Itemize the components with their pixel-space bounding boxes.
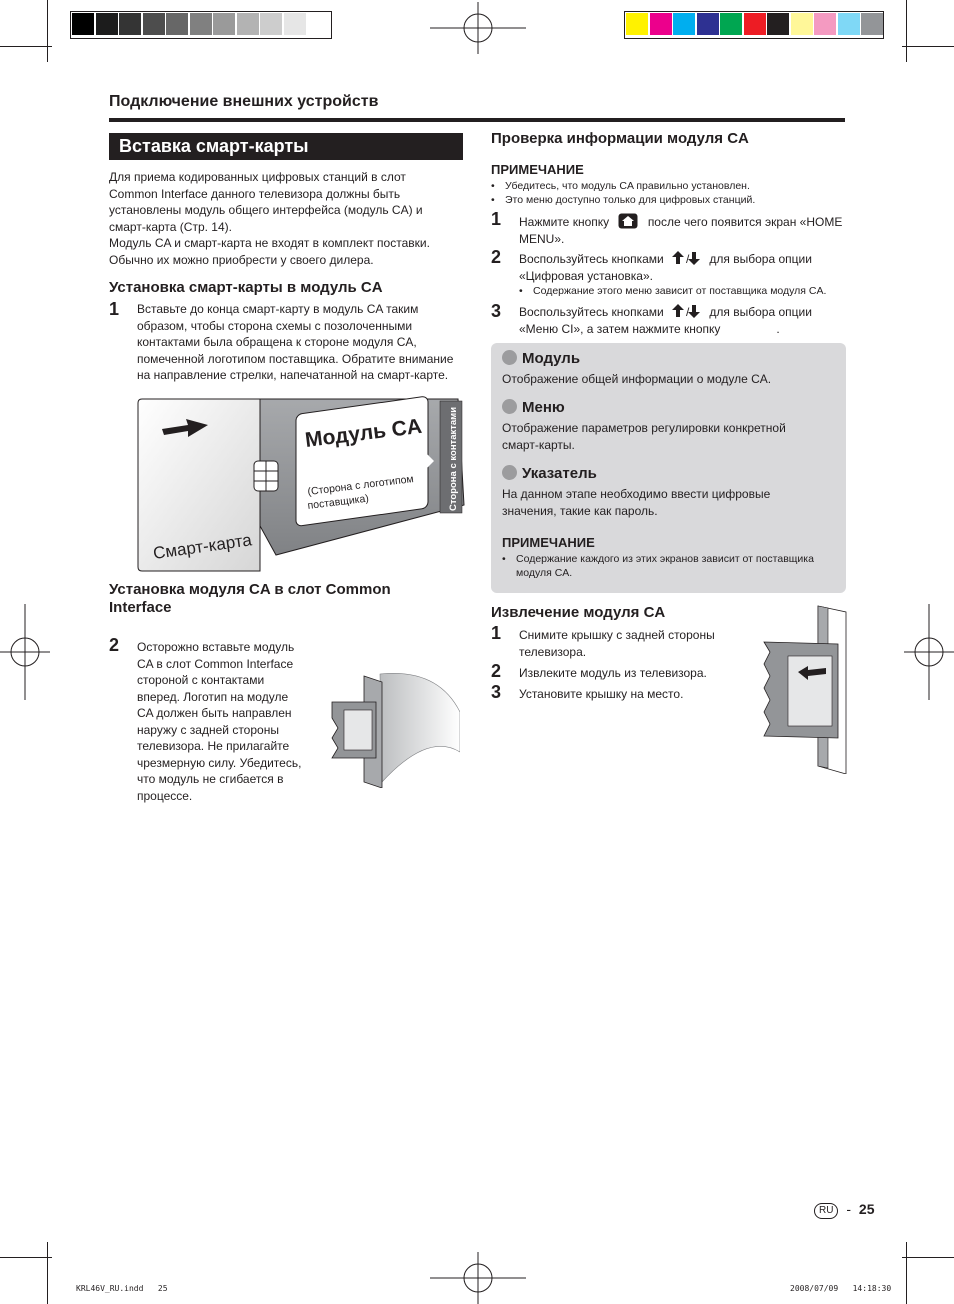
panel-item-pointer — [502, 465, 842, 519]
note-item: • Это меню доступно только для цифровых станций. — [491, 193, 846, 207]
registration-target-icon — [904, 604, 954, 700]
remove-heading: Извлечение модуля CA — [491, 604, 666, 621]
text-line: образом, чтобы сторона схемы с позолоченными — [137, 318, 413, 333]
color-swatch — [213, 13, 235, 35]
page-number: 25 — [858, 1201, 875, 1217]
step-number: 1 — [491, 209, 502, 229]
heading-line: Interface — [109, 599, 172, 616]
page-dash: - — [846, 1201, 852, 1217]
text-line: вперед. Логотип на модуле — [137, 689, 289, 704]
panel-note-label: ПРИМЕЧАНИЕ — [502, 535, 595, 550]
text-fragment: Нажмите кнопку — [519, 215, 610, 229]
color-swatch — [673, 13, 695, 35]
text-line: помеченной логотипом поставщика. Обратите внимание — [137, 351, 454, 366]
remove-module-illustration — [762, 604, 848, 774]
text-line: смарт-карта (Стр. 14). — [109, 219, 232, 234]
slot-heading — [109, 581, 391, 617]
text-line: стороной с контактами — [137, 673, 265, 687]
banner-title: Вставка смарт-карты — [119, 136, 309, 156]
text-line: CA должен быть направлен — [137, 706, 292, 720]
color-swatch — [237, 13, 259, 35]
svg-text:/: / — [686, 305, 690, 318]
registration-target-icon — [430, 1252, 526, 1304]
color-swatch — [143, 13, 165, 35]
module-subtitle-1: (Сторона с логотипом — [306, 473, 415, 498]
text-line: MENU». — [519, 231, 565, 246]
panel-item-module — [502, 350, 842, 388]
color-swatch — [119, 13, 141, 35]
color-swatch — [767, 13, 789, 35]
panel-item-title: Меню — [522, 399, 565, 416]
color-swatch — [284, 13, 306, 35]
color-swatch — [814, 13, 836, 35]
up-down-arrows-icon — [672, 304, 704, 318]
registration-target-icon — [430, 2, 526, 54]
text-line: «Цифровая установка». — [519, 268, 653, 283]
intro-paragraph — [109, 169, 469, 268]
color-swatch — [861, 13, 883, 35]
slot-insert-illustration — [328, 672, 460, 788]
svg-text:/: / — [686, 252, 690, 265]
bullet-circle-icon — [502, 350, 517, 365]
panel-note — [502, 552, 842, 580]
step-1-text — [519, 213, 849, 247]
step-number: 3 — [491, 301, 502, 321]
up-down-arrows-icon — [672, 251, 704, 265]
check-heading: Проверка информации модуля CA — [491, 130, 749, 147]
color-swatch — [96, 13, 118, 35]
module-subtitle-2: поставщика) — [306, 492, 370, 512]
color-swatch — [260, 13, 282, 35]
step-2-text — [519, 251, 849, 298]
step-3-text — [519, 304, 849, 337]
home-button-icon — [618, 213, 638, 229]
step-number: 2 — [491, 661, 502, 681]
panel-item-title: Указатель — [522, 465, 597, 482]
color-swatch — [190, 13, 212, 35]
note-item-cont: модуля CA. — [516, 567, 573, 579]
color-swatch — [626, 13, 648, 35]
text-line: процессе. — [137, 788, 193, 803]
step-2-text — [137, 639, 317, 804]
note-item: • Содержание каждого из этих экранов зависит от поставщика — [502, 552, 842, 566]
text-line: что модуль не сгибается в — [137, 772, 284, 786]
text-line: наружу с задней стороны — [137, 722, 279, 737]
remove-step-1 — [519, 627, 749, 660]
color-swatch — [720, 13, 742, 35]
registration-target-icon — [0, 604, 50, 700]
remove-step-2: Извлеките модуль из телевизора. — [519, 666, 707, 680]
color-swatch — [744, 13, 766, 35]
text-line: на направление стрелки, напечатанной на смарт-карте. — [137, 368, 449, 382]
sub-note: • Содержание этого меню зависит от поставщика модуля CA. — [519, 284, 849, 298]
step-1-text — [137, 301, 467, 384]
text-line: Осторожно вставьте модуль — [137, 640, 295, 654]
remove-step-3: Установите крышку на место. — [519, 687, 684, 701]
footer-filename: KRL46V_RU.indd 25 — [76, 1284, 168, 1293]
bullet-circle-icon — [502, 399, 517, 414]
smartcard-illustration — [136, 395, 466, 575]
text-line: телевизора. — [519, 644, 587, 659]
step-number: 1 — [491, 623, 502, 643]
section-title: Подключение внешних устройств — [109, 93, 379, 110]
header-rule — [109, 118, 845, 122]
text-fragment: «Меню CI», а затем нажмите кнопку — [519, 321, 721, 336]
step-number: 3 — [491, 682, 502, 702]
text-line: смарт-карты. — [502, 437, 575, 452]
color-swatch — [166, 13, 188, 35]
text-line: телевизора. Не прилагайте — [137, 739, 290, 753]
text-fragment: после чего появится экран «HOME — [647, 215, 843, 229]
step-number: 2 — [491, 247, 502, 267]
note-item: • Убедитесь, что модуль CA правильно установлен. — [491, 179, 846, 193]
color-swatch — [838, 13, 860, 35]
text-line: контактами была обращена к стороне модуля CA, — [137, 335, 417, 349]
step-number: 2 — [109, 635, 120, 655]
text-line: CA в слот Common Interface — [137, 656, 294, 671]
module-title: Модуль CA — [303, 414, 424, 452]
text-line: значения, такие как пароль. — [502, 503, 658, 518]
text-fragment: для выбора опции — [709, 252, 812, 266]
footer-timestamp: 2008/07/09 14:18:30 — [790, 1284, 892, 1293]
panel-item-title: Модуль — [522, 350, 581, 367]
text-line: Common Interface данного телевизора должны быть — [109, 186, 401, 201]
heading-line: Установка модуля CA в слот Common — [109, 581, 391, 598]
text-line: На данном этапе необходимо ввести цифровые — [502, 487, 771, 501]
text-line: Отображение общей информации о модуле CA. — [502, 372, 772, 386]
text-fragment: . — [776, 321, 780, 336]
text-fragment: Воспользуйтесь кнопками — [519, 252, 664, 266]
note-label: ПРИМЕЧАНИЕ — [491, 162, 584, 177]
page-number-block — [814, 1201, 874, 1219]
language-badge: RU — [814, 1203, 838, 1219]
text-line: Обычно их можно приобрести у своего дилера. — [109, 252, 374, 267]
color-swatch — [697, 13, 719, 35]
text-line: чрезмерную силу. Убедитесь, — [137, 755, 302, 770]
text-line: Снимите крышку с задней стороны — [519, 628, 715, 642]
text-line: Модуль CA и смарт-карта не входят в комплект поставки. — [109, 236, 430, 250]
color-swatch — [307, 13, 329, 35]
bullet-circle-icon — [502, 465, 517, 480]
color-swatch — [650, 13, 672, 35]
insert-card-heading: Установка смарт-карты в модуль CA — [109, 279, 383, 296]
contacts-side-label: Сторона с контактами — [448, 406, 459, 511]
text-fragment: для выбора опции — [709, 305, 812, 319]
banner — [109, 133, 463, 160]
panel-item-menu — [502, 399, 842, 453]
text-line: Отображение параметров регулировки конкретной — [502, 421, 786, 435]
color-swatch — [72, 13, 94, 35]
text-line: установлены модуль общего интерфейса (модуль CA) и — [109, 203, 423, 217]
text-fragment: Воспользуйтесь кнопками — [519, 305, 664, 319]
note-list — [491, 179, 846, 207]
step-number: 1 — [109, 299, 120, 319]
card-label: Смарт-карта — [151, 530, 253, 563]
text-line: Вставьте до конца смарт-карту в модуль CA таким — [137, 302, 419, 316]
color-swatch — [791, 13, 813, 35]
text-line: Для приема кодированных цифровых станций в слот — [109, 170, 406, 184]
